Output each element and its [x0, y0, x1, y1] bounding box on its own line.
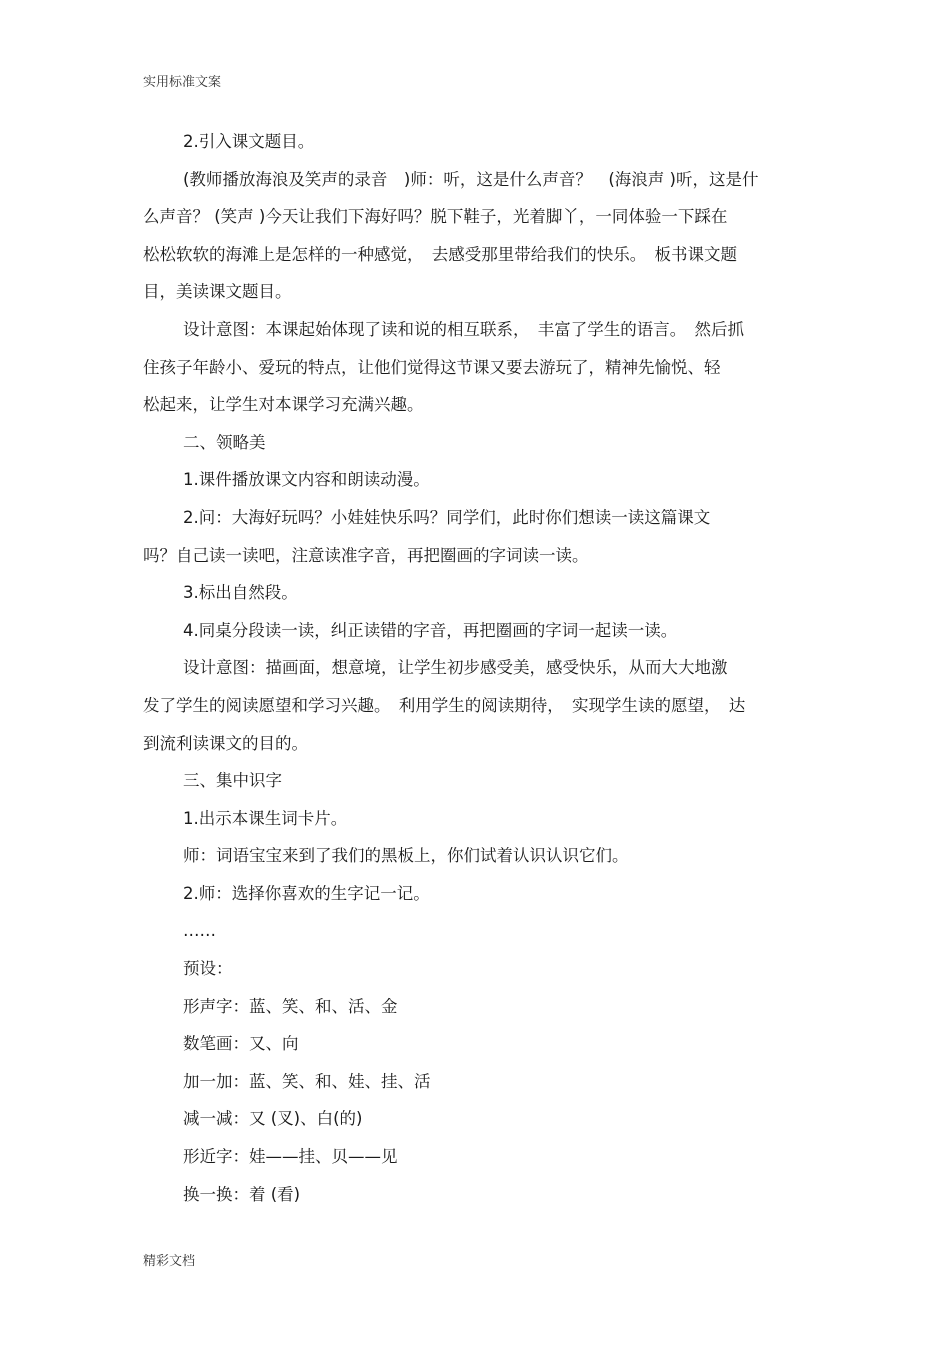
text-line: 1.出示本课生词卡片。 — [183, 808, 348, 828]
text-line: 1.课件播放课文内容和朗读动漫。 — [183, 470, 430, 490]
text-line: 设计意图：本课起始体现了读和说的相互联系， 丰富了学生的语言。 然后抓 — [183, 319, 744, 339]
text-line: 吗？自己读一读吧，注意读准字音，再把圈画的字词读一读。 — [143, 545, 589, 565]
text-line: 预设： — [183, 959, 233, 979]
text-line: 减一减：又 (叉)、白(的) — [183, 1109, 363, 1129]
text-line: 加一加：蓝、笑、和、娃、挂、活 — [183, 1071, 431, 1091]
text-line: 数笔画：又、向 — [183, 1034, 299, 1054]
section-heading: 二、领略美 — [183, 432, 266, 452]
text-line: (教师播放海浪及笑声的录音 )师：听，这是什么声音？ (海浪声 )听，这是什 — [183, 169, 759, 189]
text-line: 4.同桌分段读一读，纠正读错的字音，再把圈画的字词一起读一读。 — [183, 620, 678, 640]
text-line: 2.引入课文题目。 — [183, 132, 315, 151]
text-line: 设计意图：描画面，想意境，让学生初步感受美，感受快乐，从而大大地激 — [183, 658, 728, 678]
text-line: 到流利读课文的目的。 — [143, 733, 308, 753]
text-line: 松松软软的海滩上是怎样的一种感觉， 去感受那里带给我们的快乐。 板书课文题 — [143, 244, 737, 264]
text-line: 换一换：着 (看) — [183, 1184, 301, 1204]
text-line: 2.问：大海好玩吗？小娃娃快乐吗？同学们，此时你们想读一读这篇课文 — [183, 507, 711, 527]
text-line: 3.标出自然段。 — [183, 583, 298, 603]
section-heading: 三、集中识字 — [183, 771, 282, 791]
text-line: 2.师：选择你喜欢的生字记一记。 — [183, 883, 430, 903]
text-line: 么声音？ (笑声 )今天让我们下海好吗？脱下鞋子，光着脚丫，一同体验一下踩在 — [143, 207, 728, 227]
page-footer: 精彩文档 — [143, 1254, 196, 1269]
text-line: 目，美读课文题目。 — [143, 282, 292, 302]
page-header: 实用标准文案 — [143, 75, 222, 90]
document-body — [143, 123, 811, 1213]
text-line: …… — [183, 921, 216, 941]
text-line: 发了学生的阅读愿望和学习兴趣。 利用学生的阅读期待， 实现学生读的愿望， 达 — [143, 695, 746, 715]
text-line: 住孩子年龄小、爱玩的特点，让他们觉得这节课又要去游玩了，精神先愉悦、轻 — [143, 357, 721, 377]
text-line: 松起来，让学生对本课学习充满兴趣。 — [143, 395, 424, 415]
text-line: 形声字：蓝、笑、和、活、金 — [183, 996, 398, 1016]
text-line: 师：词语宝宝来到了我们的黑板上，你们试着认识认识它们。 — [183, 846, 629, 866]
text-line: 形近字：娃——挂、贝——见 — [183, 1147, 398, 1167]
